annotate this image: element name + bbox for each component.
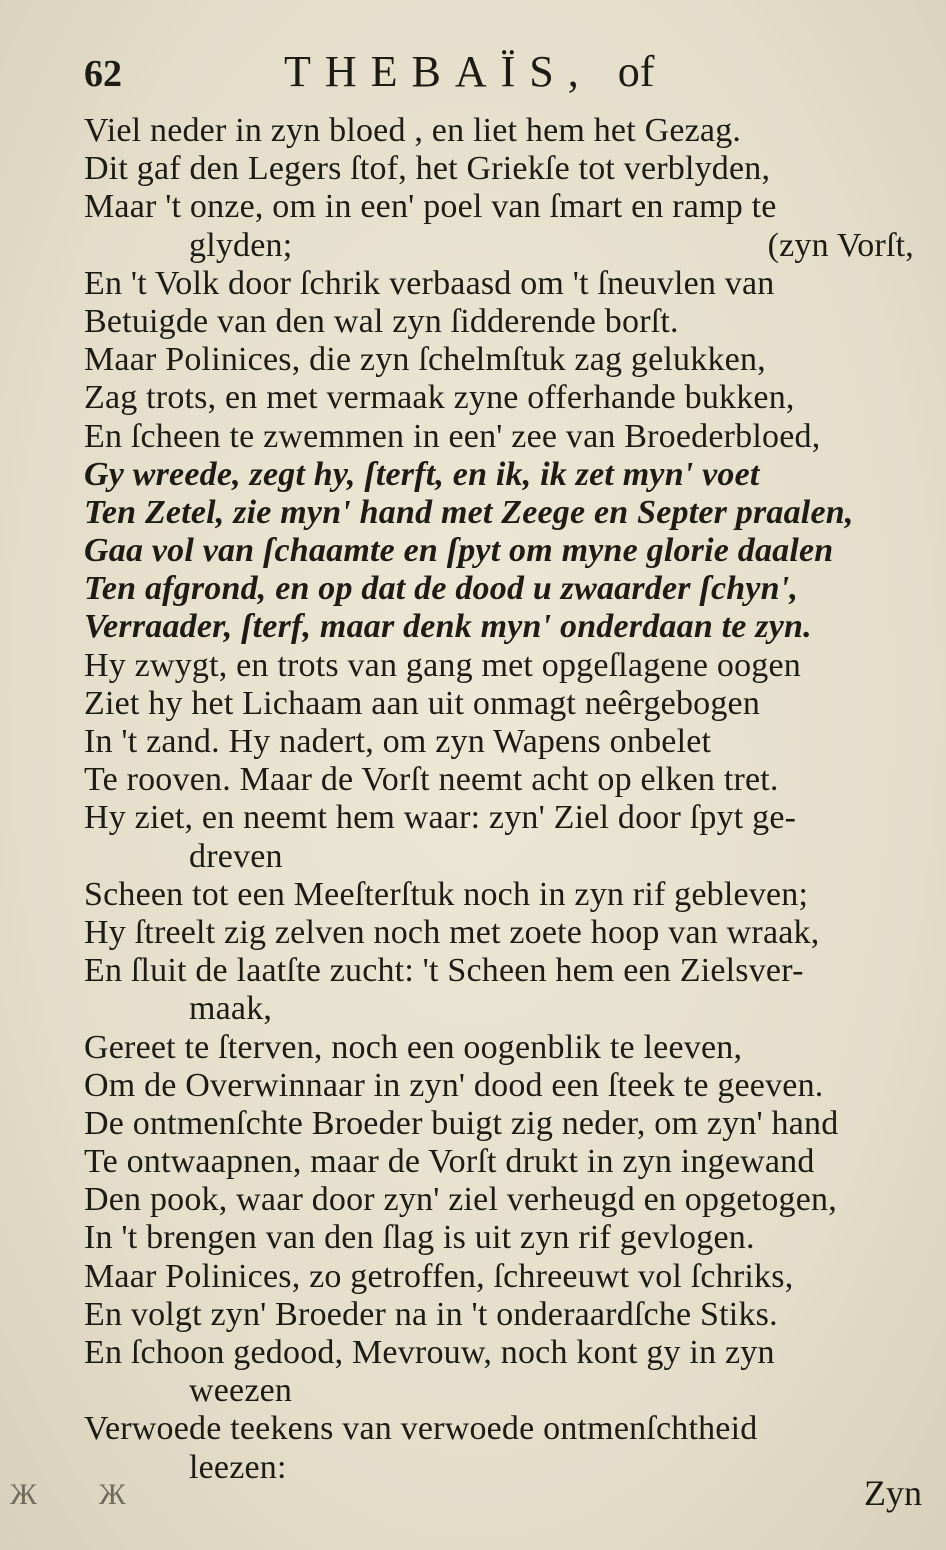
catchword: Zyn (864, 1473, 922, 1513)
verse-line-turnover: glyden; (189, 226, 293, 264)
verse-line: Hy ſtreelt zig zelven noch met zoete hoop van wraak, (84, 913, 820, 951)
verse-line-turnover: dreven (189, 837, 283, 875)
verse-line-italic: Gaa vol van ſchaamte en ſpyt om myne glorie daalen (84, 532, 834, 570)
verse-line: Hy zwygt, en trots van gang met opgeſlagene oogen (84, 646, 801, 684)
verse-line-turnover: (zyn Vorſt, (767, 226, 914, 264)
verse-line: Viel neder in zyn bloed , en liet hem het Gezag. (84, 112, 742, 149)
verse-line: Zag trots, en met vermaak zyne offerhande bukken, (84, 379, 795, 417)
verse-line: Verwoede teekens van verwoede ontmenſchtheid (84, 1410, 758, 1448)
verse-line-turnover: leezen: (189, 1448, 287, 1486)
running-title-main: THEBAÏS, (284, 47, 593, 96)
running-title-suffix: of (617, 47, 655, 96)
verse-line: Betuigde van den wal zyn ſidderende borſt. (84, 302, 679, 340)
verse-line: En ſchoon gedood, Mevrouw, noch kont gy in zyn (84, 1334, 775, 1371)
verse-line: Scheen tot een Meeſterſtuk noch in zyn rif gebleven; (84, 875, 809, 913)
verse-line: In 't zand. Hy nadert, om zyn Wapens onbelet (84, 723, 712, 760)
bleed-through-ornament: ЖЖ (10, 1478, 188, 1511)
verse-line: Maar Polinices, zo getroffen, ſchreeuwt vol ſchriks, (84, 1257, 794, 1295)
running-title (284, 46, 654, 97)
verse-line: Dit gaf den Legers ſtof, het Griekſe tot verblyden, (84, 150, 771, 188)
verse-line: En ſcheen te zwemmen in een' zee van Broederbloed, (84, 417, 821, 455)
verse-line-split (84, 227, 924, 265)
verse-line-italic: Ten afgrond, en op dat de dood u zwaarder ſchyn', (84, 570, 799, 608)
verse-line: Den pook, waar door zyn' ziel verheugd en opgetogen, (84, 1181, 837, 1219)
verse-line: En 't Volk door ſchrik verbaasd om 't ſneuvlen van (84, 264, 775, 302)
verse-line: In 't brengen van den ſlag is uit zyn rif gevlogen. (84, 1219, 755, 1257)
verse-line: Ziet hy het Lichaam aan uit onmagt neêrgebogen (84, 684, 761, 722)
verse-line: Maar Polinices, die zyn ſchelmſtuk zag gelukken, (84, 341, 766, 379)
verse-line-turnover: weezen (189, 1372, 293, 1410)
verse-line: Te rooven. Maar de Vorſt neemt acht op elken tret. (84, 761, 779, 799)
verse-line: Maar 't onze, om in een' poel van ſmart en ramp te (84, 188, 777, 226)
verse-line-italic: Verraader, ſterf, maar denk myn' onderdaan te zyn. (84, 608, 812, 646)
verse-line: Gereet te ſterven, noch een oogenblik te leeven, (84, 1028, 743, 1066)
verse-line: De ontmenſchte Broeder buigt zig neder, om zyn' hand (84, 1104, 839, 1142)
page-number: 62 (84, 53, 122, 95)
verse-line: Om de Overwinnaar in zyn' dood een ſteek te geeven. (84, 1066, 824, 1104)
verse-line: Te ontwaapnen, maar de Vorſt drukt in zyn ingewand (84, 1143, 815, 1181)
verse-line: Hy ziet, en neemt hem waar: zyn' Ziel door ſpyt ge- (84, 799, 797, 837)
verse-line-turnover: maak, (189, 990, 273, 1028)
page-header (84, 46, 884, 96)
verse-text (84, 112, 924, 1487)
verse-line-italic: Gy wreede, zegt hy, ſterft, en ik, ik zet myn' voet (84, 455, 760, 493)
verse-line: En volgt zyn' Broeder na in 't onderaardſche Stiks. (84, 1295, 778, 1333)
verse-line: En ſluit de laatſte zucht: 't Scheen hem een Zielsver- (84, 952, 804, 990)
verse-line-italic: Ten Zetel, zie myn' hand met Zeege en Septer praalen, (84, 493, 854, 531)
